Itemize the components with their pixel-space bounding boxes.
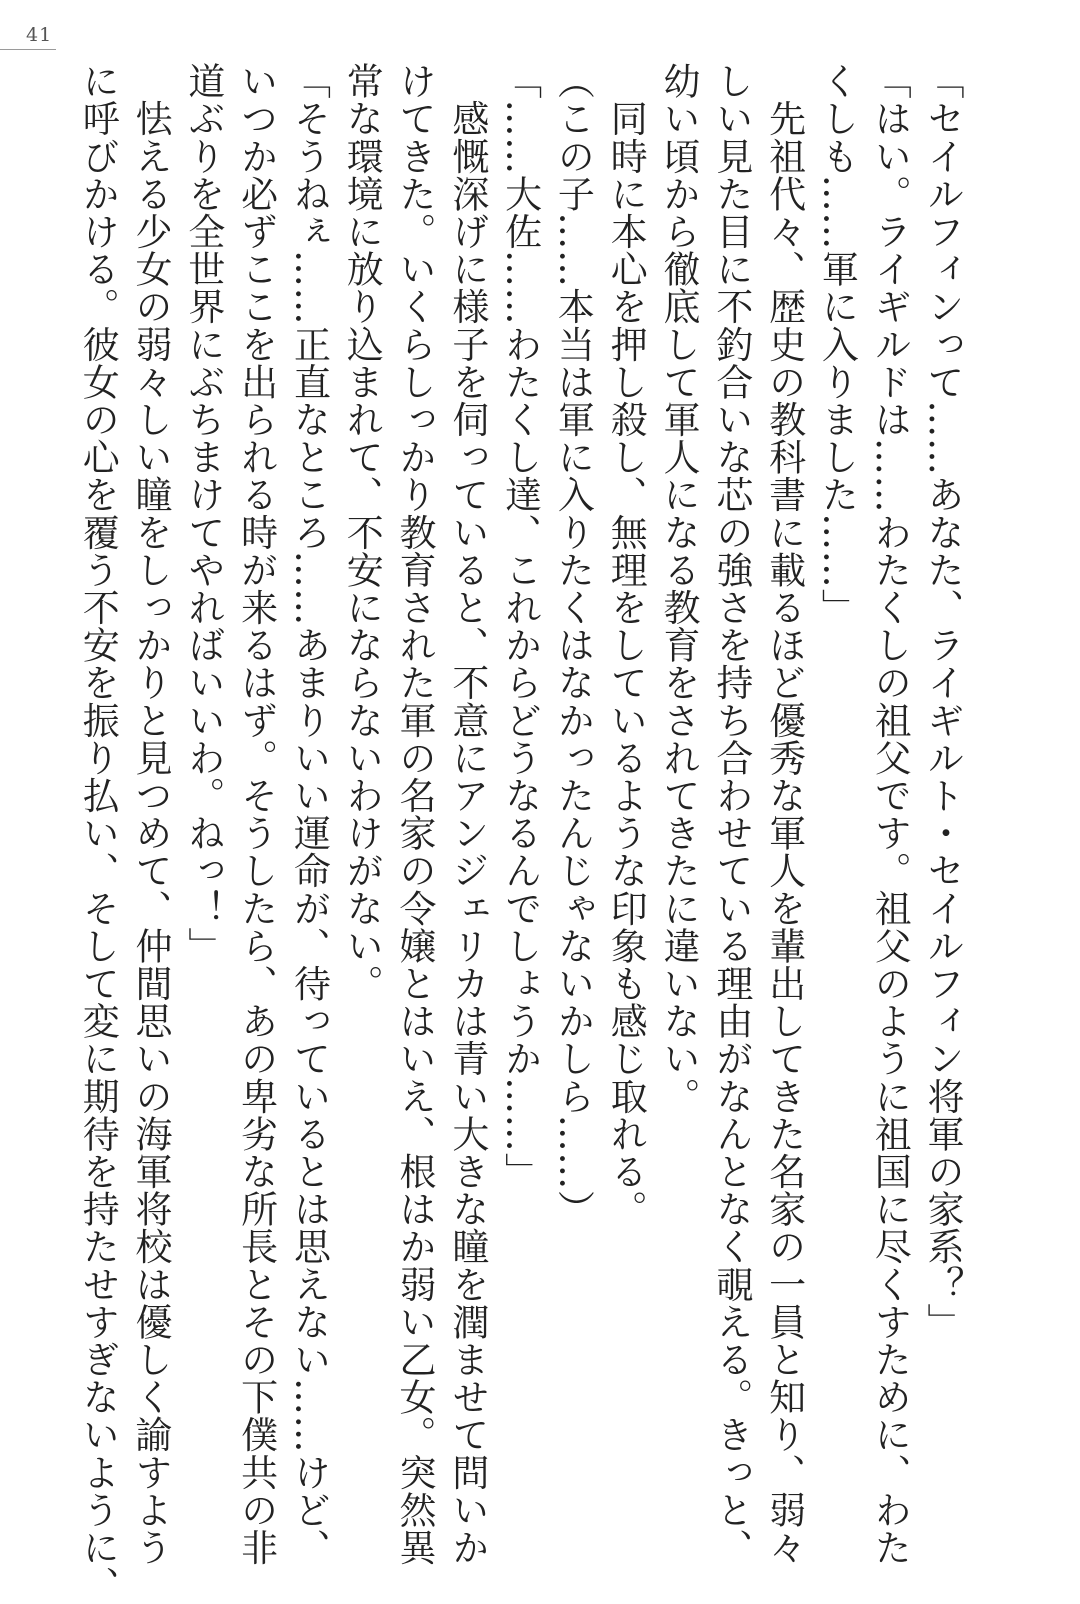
text-line: 怯える少女の弱々しい瞳をしっかりと見つめて、仲間思いの海軍将校は優しく諭すよう [129,62,173,1566]
text-line: 「セイルフィンって……あなた、ライギルト・セイルフィン将軍の家系？」 [921,62,964,1341]
text-line: 幼い頃から徹底して軍人になる教育をされてきたに違いない。 [657,62,701,1115]
text-line: 「……大佐……わたくし達、これからどうなるんでしょうか……」 [498,62,542,1190]
text-line: 先祖代々、歴史の教科書に載るほど優秀な軍人を輩出してきた名家の一員と知り、弱々 [762,62,806,1566]
text-line: 同時に本心を押し殺し、無理をしているような印象も感じ取れる。 [604,62,648,1228]
text-line: に呼びかける。彼女の心を覆う不安を振り払い、そして変に期待を持たせすぎないように、 [76,62,120,1604]
text-line: 感慨深げに様子を伺っていると、不意にアンジェリカは青い大きな瞳を潤ませて問いか [445,62,489,1566]
text-line: いつか必ずここを出られる時が来るはず。そうしたら、あの卑劣な所長とその下僕共の非 [234,62,278,1566]
text-line: 「そうねぇ……正直なところ……あまりいい運命が、待っているとは思えない……けど、 [287,62,331,1566]
text-line: くしも……軍に入りました……」 [815,62,859,626]
page-number-rule [0,49,56,50]
text-line: けてきた。いくらしっかり教育された軍の名家の令嬢とはいえ、根はか弱い乙女。突然異 [393,62,437,1566]
vertical-body-text [70,62,968,1604]
text-line: 道ぶりを全世界にぶちまけてやればいいわ。ねっ！」 [181,62,225,965]
text-line: （この子……本当は軍に入りたくはなかったんじゃないかしら……） [551,62,595,1228]
page-number: 41 [26,24,53,46]
text-line: しい見た目に不釣合いな芯の強さを持ち合わせている理由がなんとなく覗える。きっと、 [709,62,753,1566]
text-line: 常な環境に放り込まれて、不安にならないわけがない。 [340,62,384,1002]
text-line: 「はい。ライギルドは……わたくしの祖父です。祖父のように祖国に尽くすために、わた [868,62,912,1566]
